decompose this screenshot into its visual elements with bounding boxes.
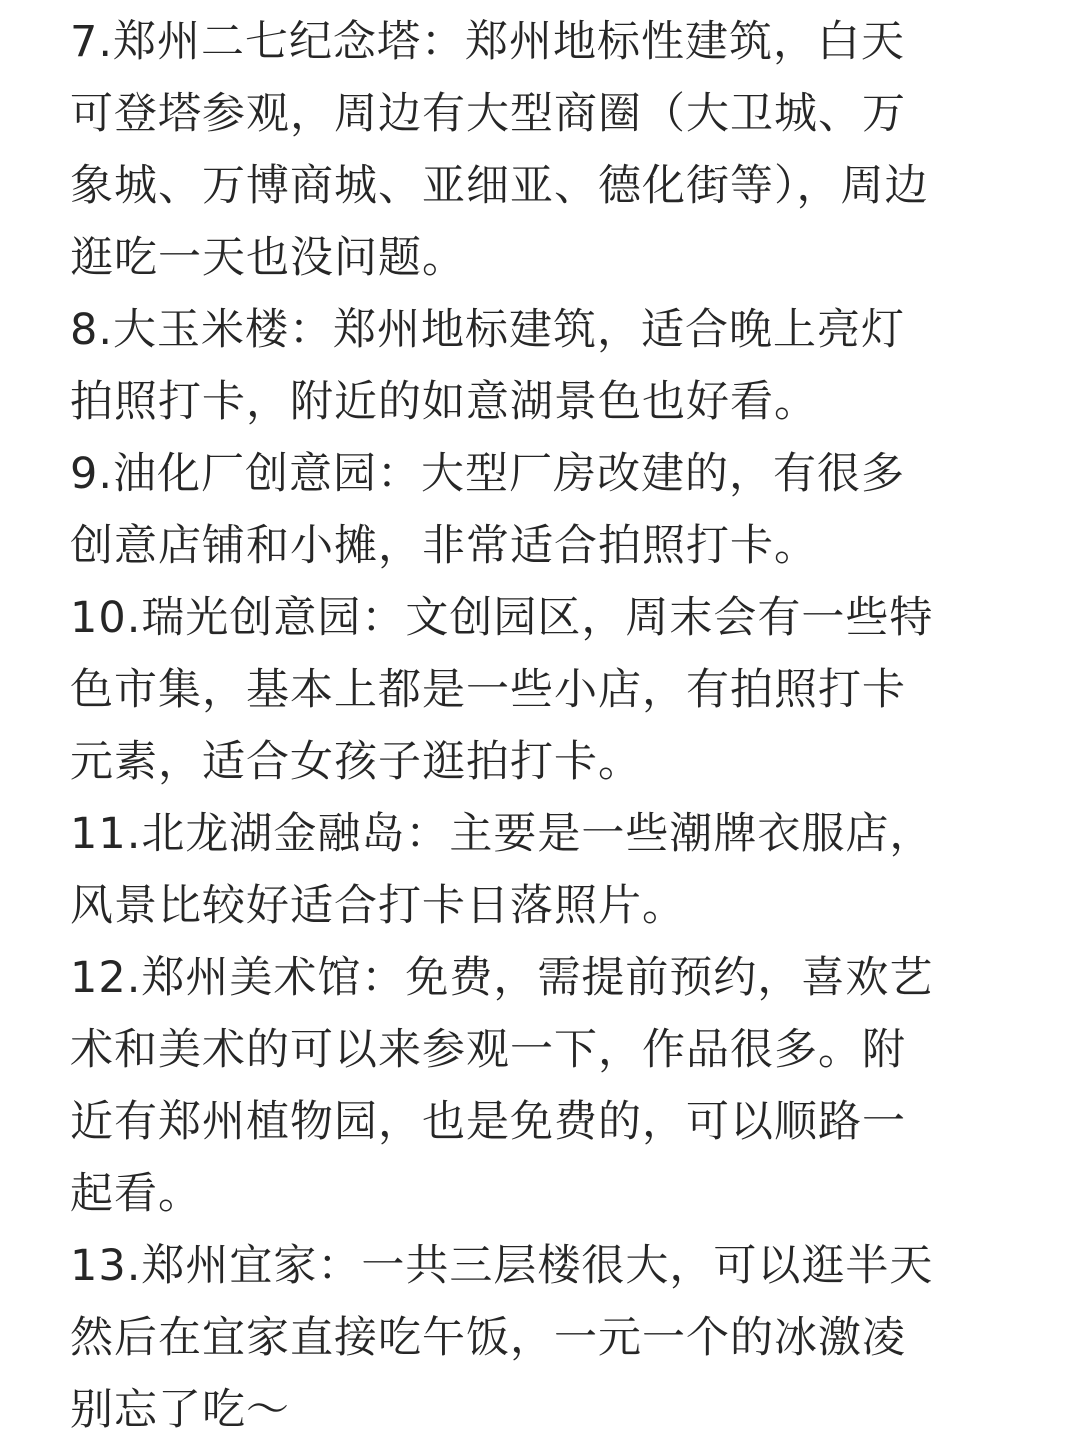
text-line: 元素，适合女孩子逛拍打卡。	[70, 737, 642, 787]
list-item	[70, 1230, 1044, 1434]
list-item	[70, 294, 1044, 438]
text-line: 8.大玉米楼：郑州地标建筑，适合晚上亮灯	[70, 305, 906, 355]
text-line: 拍照打卡，附近的如意湖景色也好看。	[70, 377, 818, 427]
text-line: 然后在宜家直接吃午饭，一元一个的冰激凌	[70, 1313, 906, 1363]
text-line: 别忘了吃～	[70, 1385, 290, 1434]
list-item	[70, 942, 1044, 1230]
list-item	[70, 6, 1044, 294]
list-item	[70, 798, 1044, 942]
text-line: 10.瑞光创意园：文创园区，周末会有一些特	[70, 593, 934, 643]
text-line: 创意店铺和小摊，非常适合拍照打卡。	[70, 521, 818, 571]
list-item	[70, 582, 1044, 798]
text-line: 逛吃一天也没问题。	[70, 233, 466, 283]
text-line: 13.郑州宜家：一共三层楼很大，可以逛半天	[70, 1241, 934, 1291]
text-line: 风景比较好适合打卡日落照片。	[70, 881, 686, 931]
text-line: 象城、万博商城、亚细亚、德化街等），周边	[70, 161, 929, 211]
text-line: 9.油化厂创意园：大型厂房改建的，有很多	[70, 449, 906, 499]
text-line: 起看。	[70, 1169, 202, 1219]
text-line: 术和美术的可以来参观一下，作品很多。附	[70, 1025, 906, 1075]
text-line: 12.郑州美术馆：免费，需提前预约，喜欢艺	[70, 953, 934, 1003]
text-line: 可登塔参观，周边有大型商圈（大卫城、万	[70, 89, 906, 139]
text-line: 色市集，基本上都是一些小店，有拍照打卡	[70, 665, 906, 715]
list-item	[70, 438, 1044, 582]
attractions-list	[70, 6, 1044, 1434]
text-line: 11.北龙湖金融岛：主要是一些潮牌衣服店，	[70, 809, 934, 859]
text-line: 近有郑州植物园，也是免费的，可以顺路一	[70, 1097, 906, 1147]
text-line: 7.郑州二七纪念塔：郑州地标性建筑，白天	[70, 17, 906, 67]
